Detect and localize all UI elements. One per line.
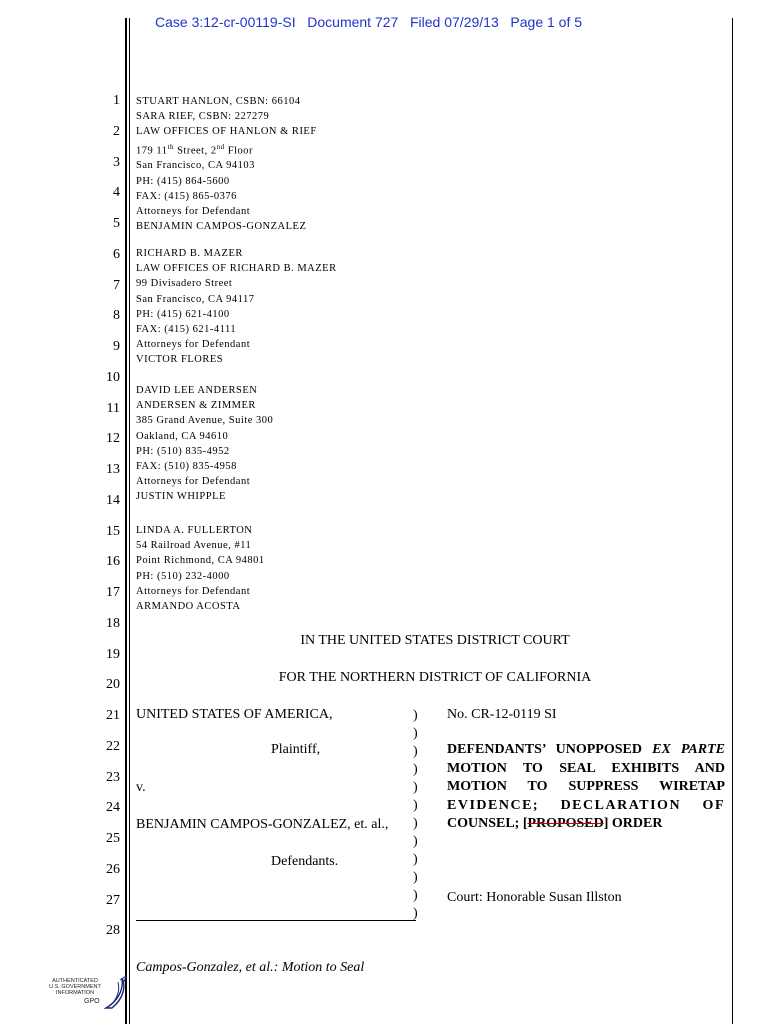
counsel-line: PH: (510) 232-4000 (136, 570, 230, 582)
defendant-party: BENJAMIN CAMPOS-GONZALEZ, et. al., (136, 817, 389, 832)
counsel-line: 179 11th Street, 2nd Floor (136, 142, 253, 157)
counsel-line: 54 Railroad Avenue, #11 (136, 540, 252, 552)
gpo-label: GPO (84, 998, 100, 1005)
line-number: 7 (113, 277, 120, 293)
proposed-strikethrough: PROPOSED (527, 816, 604, 831)
counsel-line: LAW OFFICES OF HANLON & RIEF (136, 126, 317, 138)
line-number: 15 (106, 523, 120, 539)
line-number: 2 (113, 123, 120, 139)
line-number: 21 (106, 708, 120, 723)
logo-text-line: AUTHENTICATED (52, 978, 98, 984)
line-number: 27 (106, 892, 120, 908)
counsel-line: Attorneys for Defendant (136, 585, 251, 597)
court-district: FOR THE NORTHERN DISTRICT OF CALIFORNIA (278, 670, 592, 685)
motion-title-line (447, 815, 725, 834)
motion-title-line: MOTION TO SEAL EXHIBITS AND (447, 760, 725, 776)
counsel-line: San Francisco, CA 94117 (136, 293, 255, 305)
counsel-line: STUART HANLON, CSBN: 66104 (136, 96, 301, 107)
counsel-block-fullerton (136, 523, 265, 614)
case-header (155, 14, 582, 30)
line-number: 4 (113, 185, 120, 201)
counsel-line: Attorneys for Defendant (136, 339, 251, 351)
line-number: 6 (113, 246, 120, 262)
line-number: 5 (113, 216, 120, 231)
counsel-line: Attorneys for Defendant (136, 476, 251, 488)
counsel-block-mazer (136, 246, 337, 368)
line-number: 25 (106, 831, 120, 846)
motion-title-line (447, 741, 725, 760)
counsel-block-andersen (136, 383, 273, 505)
footer-caption: Campos-Gonzalez, et al.: Motion to Seal (136, 960, 365, 975)
counsel-line: LAW OFFICES OF RICHARD B. MAZER (136, 263, 337, 275)
plaintiff-party: UNITED STATES OF AMERICA, (136, 707, 333, 722)
counsel-line: FAX: (415) 621-4111 (136, 324, 237, 336)
counsel-line: Attorneys for Defendant (136, 205, 251, 217)
counsel-line: ANDERSEN & ZIMMER (136, 400, 256, 412)
counsel-line: FAX: (415) 865-0376 (136, 190, 237, 202)
motion-title (447, 741, 725, 834)
counsel-line: ARMANDO ACOSTA (136, 601, 241, 613)
line-number: 18 (106, 615, 120, 631)
line-number: 20 (106, 677, 120, 693)
motion-title-text: COUNSEL; [ (447, 816, 528, 831)
line-number: 14 (106, 492, 120, 508)
left-margin-rule-outer (125, 18, 127, 1024)
counsel-line: PH: (510) 835-4952 (136, 445, 230, 457)
line-number: 26 (106, 861, 120, 877)
defendant-role: Defendants. (271, 854, 339, 869)
document-number: Document 727 (307, 14, 399, 30)
court-judge: Court: Honorable Susan Illston (447, 890, 622, 905)
plaintiff-role: Plaintiff, (271, 742, 321, 757)
logo-text-line: INFORMATION (55, 990, 95, 996)
counsel-line: JUSTIN WHIPPLE (136, 491, 226, 503)
line-number: 17 (106, 585, 120, 600)
filed-date: Filed 07/29/13 (410, 14, 499, 30)
line-number: 24 (106, 800, 120, 816)
gpo-authentication-logo (44, 972, 130, 1012)
counsel-line: Oakland, CA 94610 (136, 430, 229, 442)
versus: v. (136, 780, 146, 795)
eagle-icon (102, 972, 132, 1012)
logo-text (44, 978, 106, 996)
line-number: 22 (106, 738, 120, 754)
case-number: Case 3:12-cr-00119-SI (155, 14, 296, 30)
counsel-line: RICHARD B. MAZER (136, 248, 243, 259)
caption-underline (136, 920, 416, 921)
line-number: 8 (113, 308, 120, 324)
right-margin-rule (732, 18, 733, 1024)
motion-title-line: EVIDENCE; DECLARATION OF (447, 797, 725, 813)
case-no: No. CR-12-0119 SI (447, 707, 557, 722)
line-number: 23 (106, 769, 120, 785)
logo-text-line: U.S. GOVERNMENT (49, 984, 101, 990)
counsel-line: Point Richmond, CA 94801 (136, 555, 265, 567)
motion-title-ex-parte: EX PARTE (652, 742, 725, 757)
counsel-line: BENJAMIN CAMPOS-GONZALEZ (136, 221, 307, 233)
counsel-line: 385 Grand Avenue, Suite 300 (136, 415, 274, 427)
counsel-line: PH: (415) 621-4100 (136, 308, 230, 320)
motion-title-line: MOTION TO SUPPRESS WIRETAP (447, 779, 725, 794)
counsel-block-hanlon (136, 94, 317, 234)
counsel-line: SARA RIEF, CSBN: 227279 (136, 111, 270, 123)
line-number: 12 (106, 431, 120, 447)
counsel-line: VICTOR FLORES (136, 354, 224, 366)
line-number: 9 (113, 339, 120, 354)
motion-title-text: DEFENDANTS’ UNOPPOSED (447, 742, 653, 757)
caption-parentheses: ) ) ) ) ) ) ) ) ) ) ) ) (413, 708, 418, 921)
left-margin-rule-inner (129, 18, 130, 1024)
counsel-line: FAX: (510) 835-4958 (136, 461, 237, 473)
court-name: IN THE UNITED STATES DISTRICT COURT (300, 633, 570, 648)
counsel-line: San Francisco, CA 94103 (136, 160, 255, 172)
line-number: 13 (106, 462, 120, 477)
line-number: 1 (113, 93, 120, 108)
line-number: 11 (106, 400, 120, 416)
page-indicator: Page 1 of 5 (510, 14, 583, 30)
counsel-line: 99 Divisadero Street (136, 278, 233, 290)
line-number: 28 (106, 923, 120, 939)
counsel-line: DAVID LEE ANDERSEN (136, 385, 258, 396)
line-number: 3 (113, 154, 120, 170)
line-number: 10 (106, 369, 120, 385)
counsel-line: LINDA A. FULLERTON (136, 525, 253, 536)
counsel-line: PH: (415) 864-5600 (136, 175, 230, 187)
motion-title-text: ] ORDER (603, 816, 663, 831)
line-number: 19 (106, 646, 120, 662)
line-number: 16 (106, 554, 120, 570)
